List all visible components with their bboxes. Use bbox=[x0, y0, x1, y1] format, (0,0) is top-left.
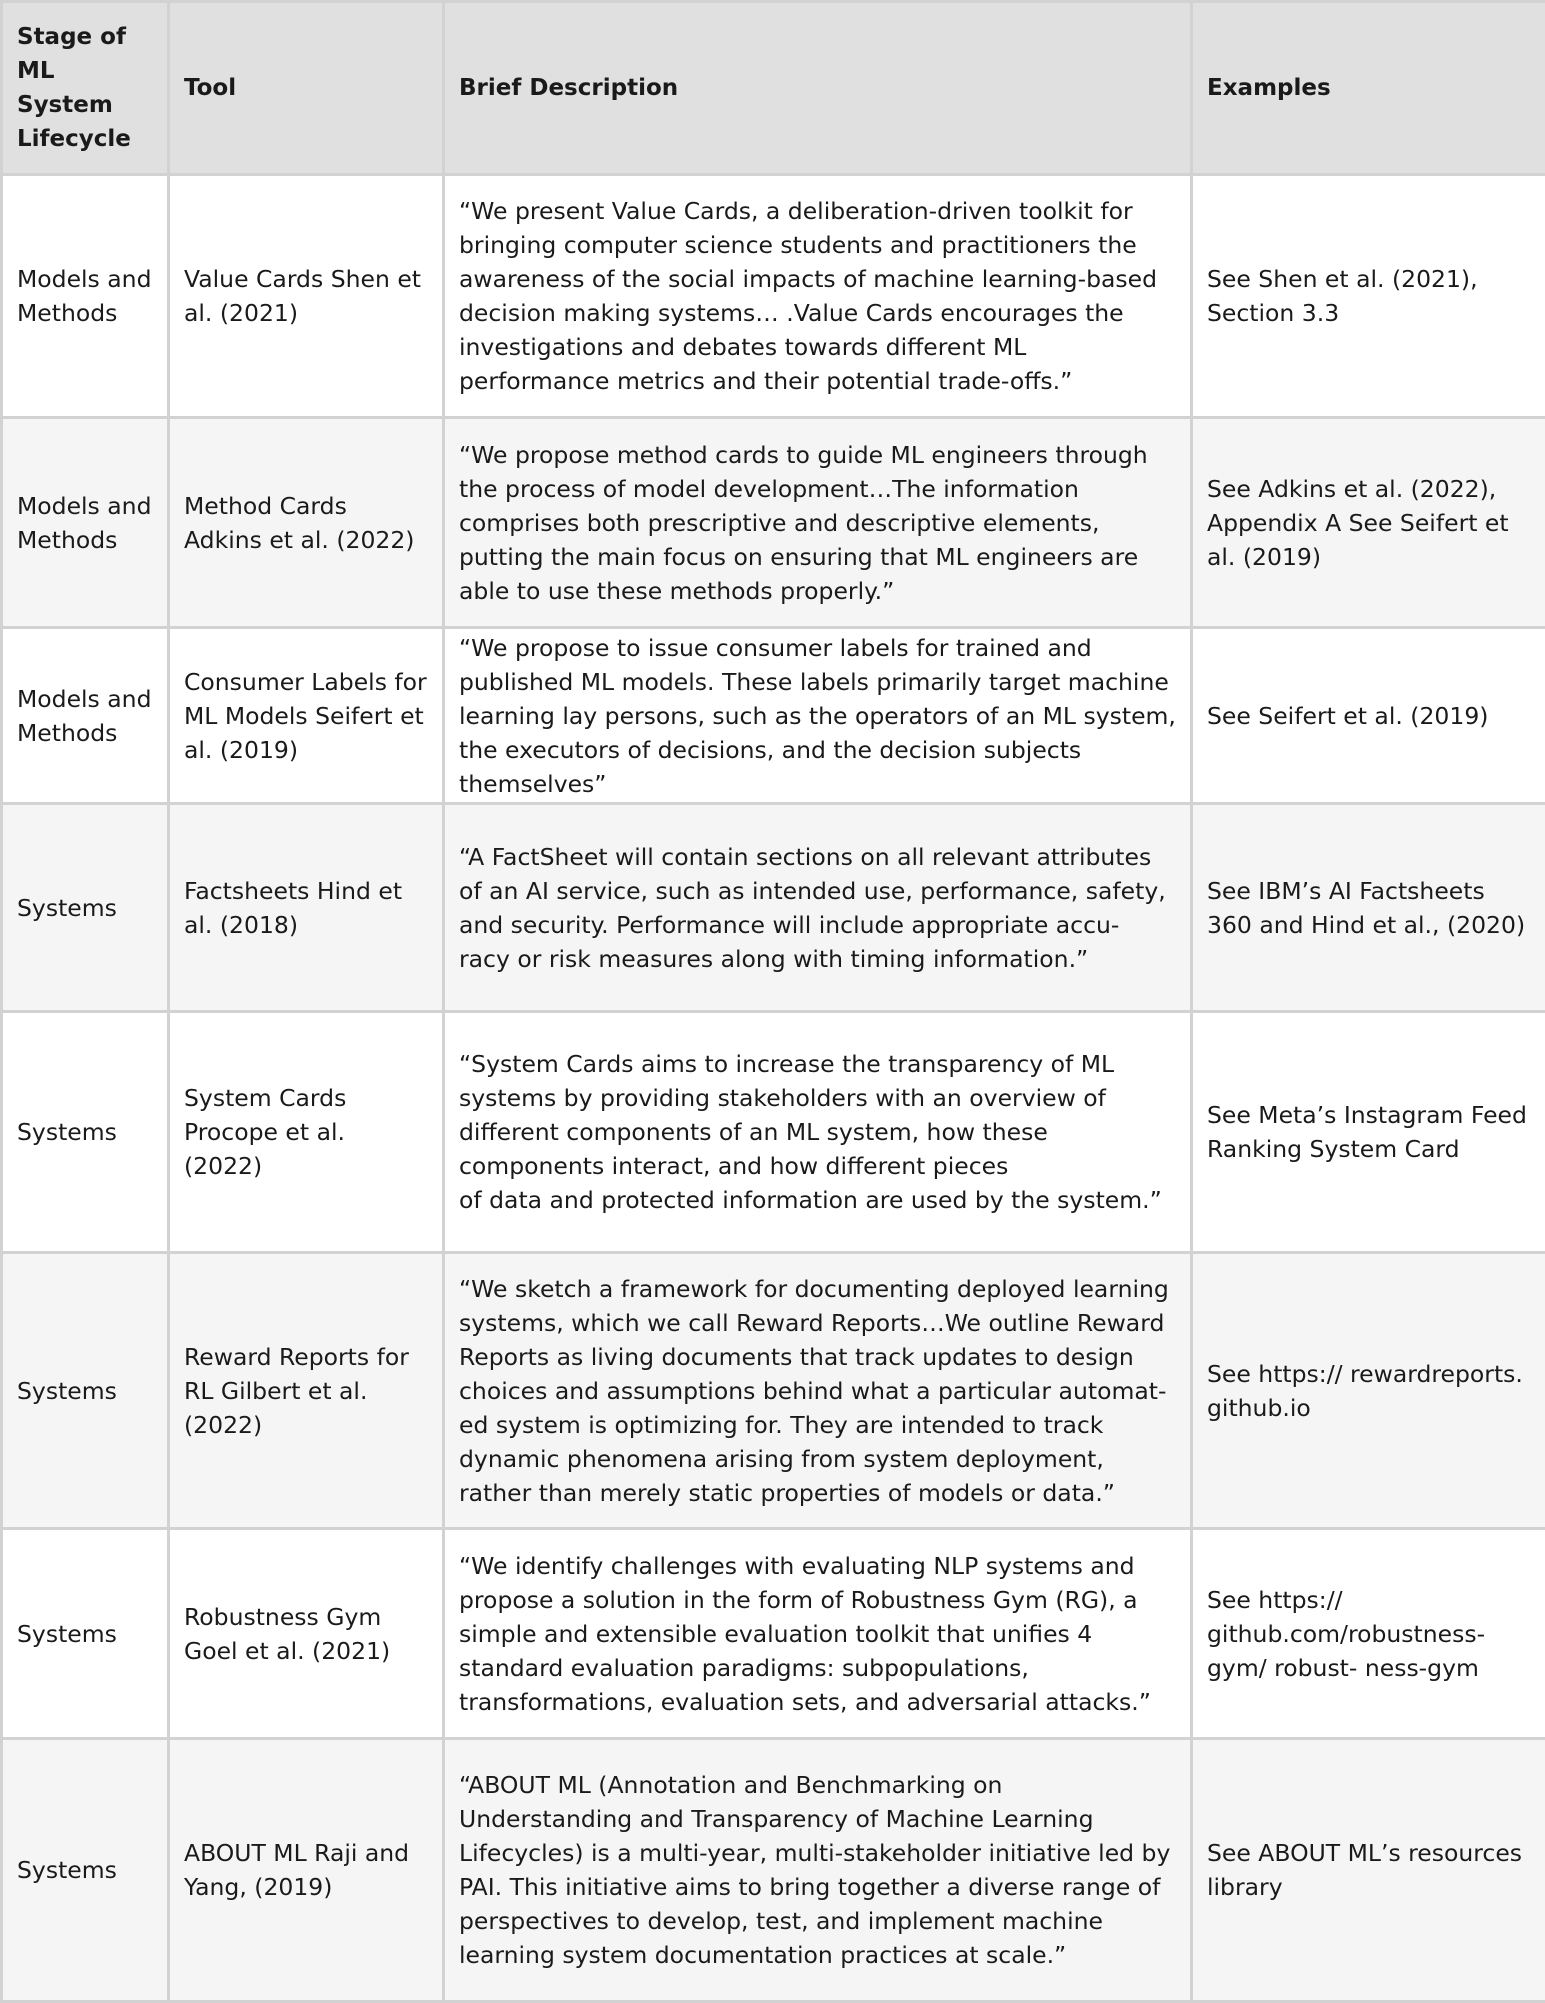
tool-cell: Consumer Labels for ML Models Seifert et al. (2019) bbox=[169, 628, 444, 804]
table-row bbox=[2, 1739, 1545, 2002]
table-row bbox=[2, 804, 1545, 1012]
examples-cell: See Seifert et al. (2019) bbox=[1192, 628, 1545, 804]
header-row bbox=[2, 2, 1545, 175]
examples-cell: See https:// rewardreports. github.io bbox=[1192, 1253, 1545, 1529]
table-row bbox=[2, 1012, 1545, 1253]
tool-cell: Value Cards Shen et al. (2021) bbox=[169, 175, 444, 418]
examples-cell: See ABOUT ML’s resources library bbox=[1192, 1739, 1545, 2002]
tool-cell: ABOUT ML Raji and Yang, (2019) bbox=[169, 1739, 444, 2002]
description-cell: “We propose method cards to guide ML engineers through the process of model development…The information comprises both prescriptive and descriptive elements, putting the main focus on ensuring that ML engineers are able to use these methods properly.” bbox=[444, 418, 1192, 628]
tool-cell: Factsheets Hind et al. (2018) bbox=[169, 804, 444, 1012]
examples-cell: See Adkins et al. (2022), Appendix A See Seifert et al. (2019) bbox=[1192, 418, 1545, 628]
tool-cell: System Cards Procope et al. (2022) bbox=[169, 1012, 444, 1253]
tool-cell: Method Cards Adkins et al. (2022) bbox=[169, 418, 444, 628]
description-cell: “A FactSheet will contain sections on all relevant attributes of an AI service, such as intended use, performance, safety, and security. Performance will include appropriate accu- racy or risk measures along with timing information.” bbox=[444, 804, 1192, 1012]
table-header bbox=[2, 2, 1545, 175]
description-cell: “System Cards aims to increase the transparency of ML systems by providing stakeholders with an overview of different components of an ML system, how these components interact, and how different pieces of data and protected information are used by the system.” bbox=[444, 1012, 1192, 1253]
header-tool: Tool bbox=[169, 2, 444, 175]
examples-cell: See Meta’s Instagram Feed Ranking System Card bbox=[1192, 1012, 1545, 1253]
examples-cell: See https:// github.com/robustness-gym/ robust- ness-gym bbox=[1192, 1529, 1545, 1739]
tool-cell: Robustness Gym Goel et al. (2021) bbox=[169, 1529, 444, 1739]
description-cell: “We identify challenges with evaluating NLP systems and propose a solution in the form of Robustness Gym (RG), a simple and extensible evaluation toolkit that unifies 4 standard evaluation paradigms: subpopulations, transformations, evaluation sets, and adversarial attacks.” bbox=[444, 1529, 1192, 1739]
stage-cell: Models and Methods bbox=[2, 418, 169, 628]
stage-cell: Systems bbox=[2, 1253, 169, 1529]
table-row bbox=[2, 175, 1545, 418]
table-body bbox=[2, 175, 1545, 2002]
table-row bbox=[2, 418, 1545, 628]
examples-cell: See IBM’s AI Factsheets 360 and Hind et al., (2020) bbox=[1192, 804, 1545, 1012]
stage-cell: Systems bbox=[2, 804, 169, 1012]
header-stage: Stage of ML System Lifecycle bbox=[2, 2, 169, 175]
description-cell: “We propose to issue consumer labels for trained and published ML models. These labels primarily target machine learning lay persons, such as the operators of an ML system, the executors of decisions, and the decision subjects themselves” bbox=[444, 628, 1192, 804]
stage-cell: Systems bbox=[2, 1739, 169, 2002]
stage-cell: Systems bbox=[2, 1012, 169, 1253]
stage-cell: Systems bbox=[2, 1529, 169, 1739]
description-cell: “ABOUT ML (Annotation and Benchmarking on Understanding and Transparency of Machine Learning Lifecycles) is a multi-year, multi-stakeholder initiative led by PAI. This initiative aims to bring together a diverse range of perspectives to develop, test, and implement machine learning system documentation practices at scale.” bbox=[444, 1739, 1192, 2002]
description-cell: “We present Value Cards, a deliberation-driven toolkit for bringing computer science students and practitioners the awareness of the social impacts of machine learning-based decision making systems… .Value Cards encourages the investigations and debates towards different ML performance metrics and their potential trade-offs.” bbox=[444, 175, 1192, 418]
examples-cell: See Shen et al. (2021), Section 3.3 bbox=[1192, 175, 1545, 418]
stage-cell: Models and Methods bbox=[2, 628, 169, 804]
table-row bbox=[2, 1253, 1545, 1529]
table-row bbox=[2, 1529, 1545, 1739]
tool-cell: Reward Reports for RL Gilbert et al. (2022) bbox=[169, 1253, 444, 1529]
header-examples: Examples bbox=[1192, 2, 1545, 175]
header-description: Brief Description bbox=[444, 2, 1192, 175]
table-row bbox=[2, 628, 1545, 804]
description-cell: “We sketch a framework for documenting deployed learning systems, which we call Reward Reports…We outline Reward Reports as living documents that track updates to design choices and assumptions behind what a particular automat- ed system is optimizing for. They are intended to track dynamic phenomena arising from system deployment, rather than merely static properties of models or data.” bbox=[444, 1253, 1192, 1529]
stage-cell: Models and Methods bbox=[2, 175, 169, 418]
